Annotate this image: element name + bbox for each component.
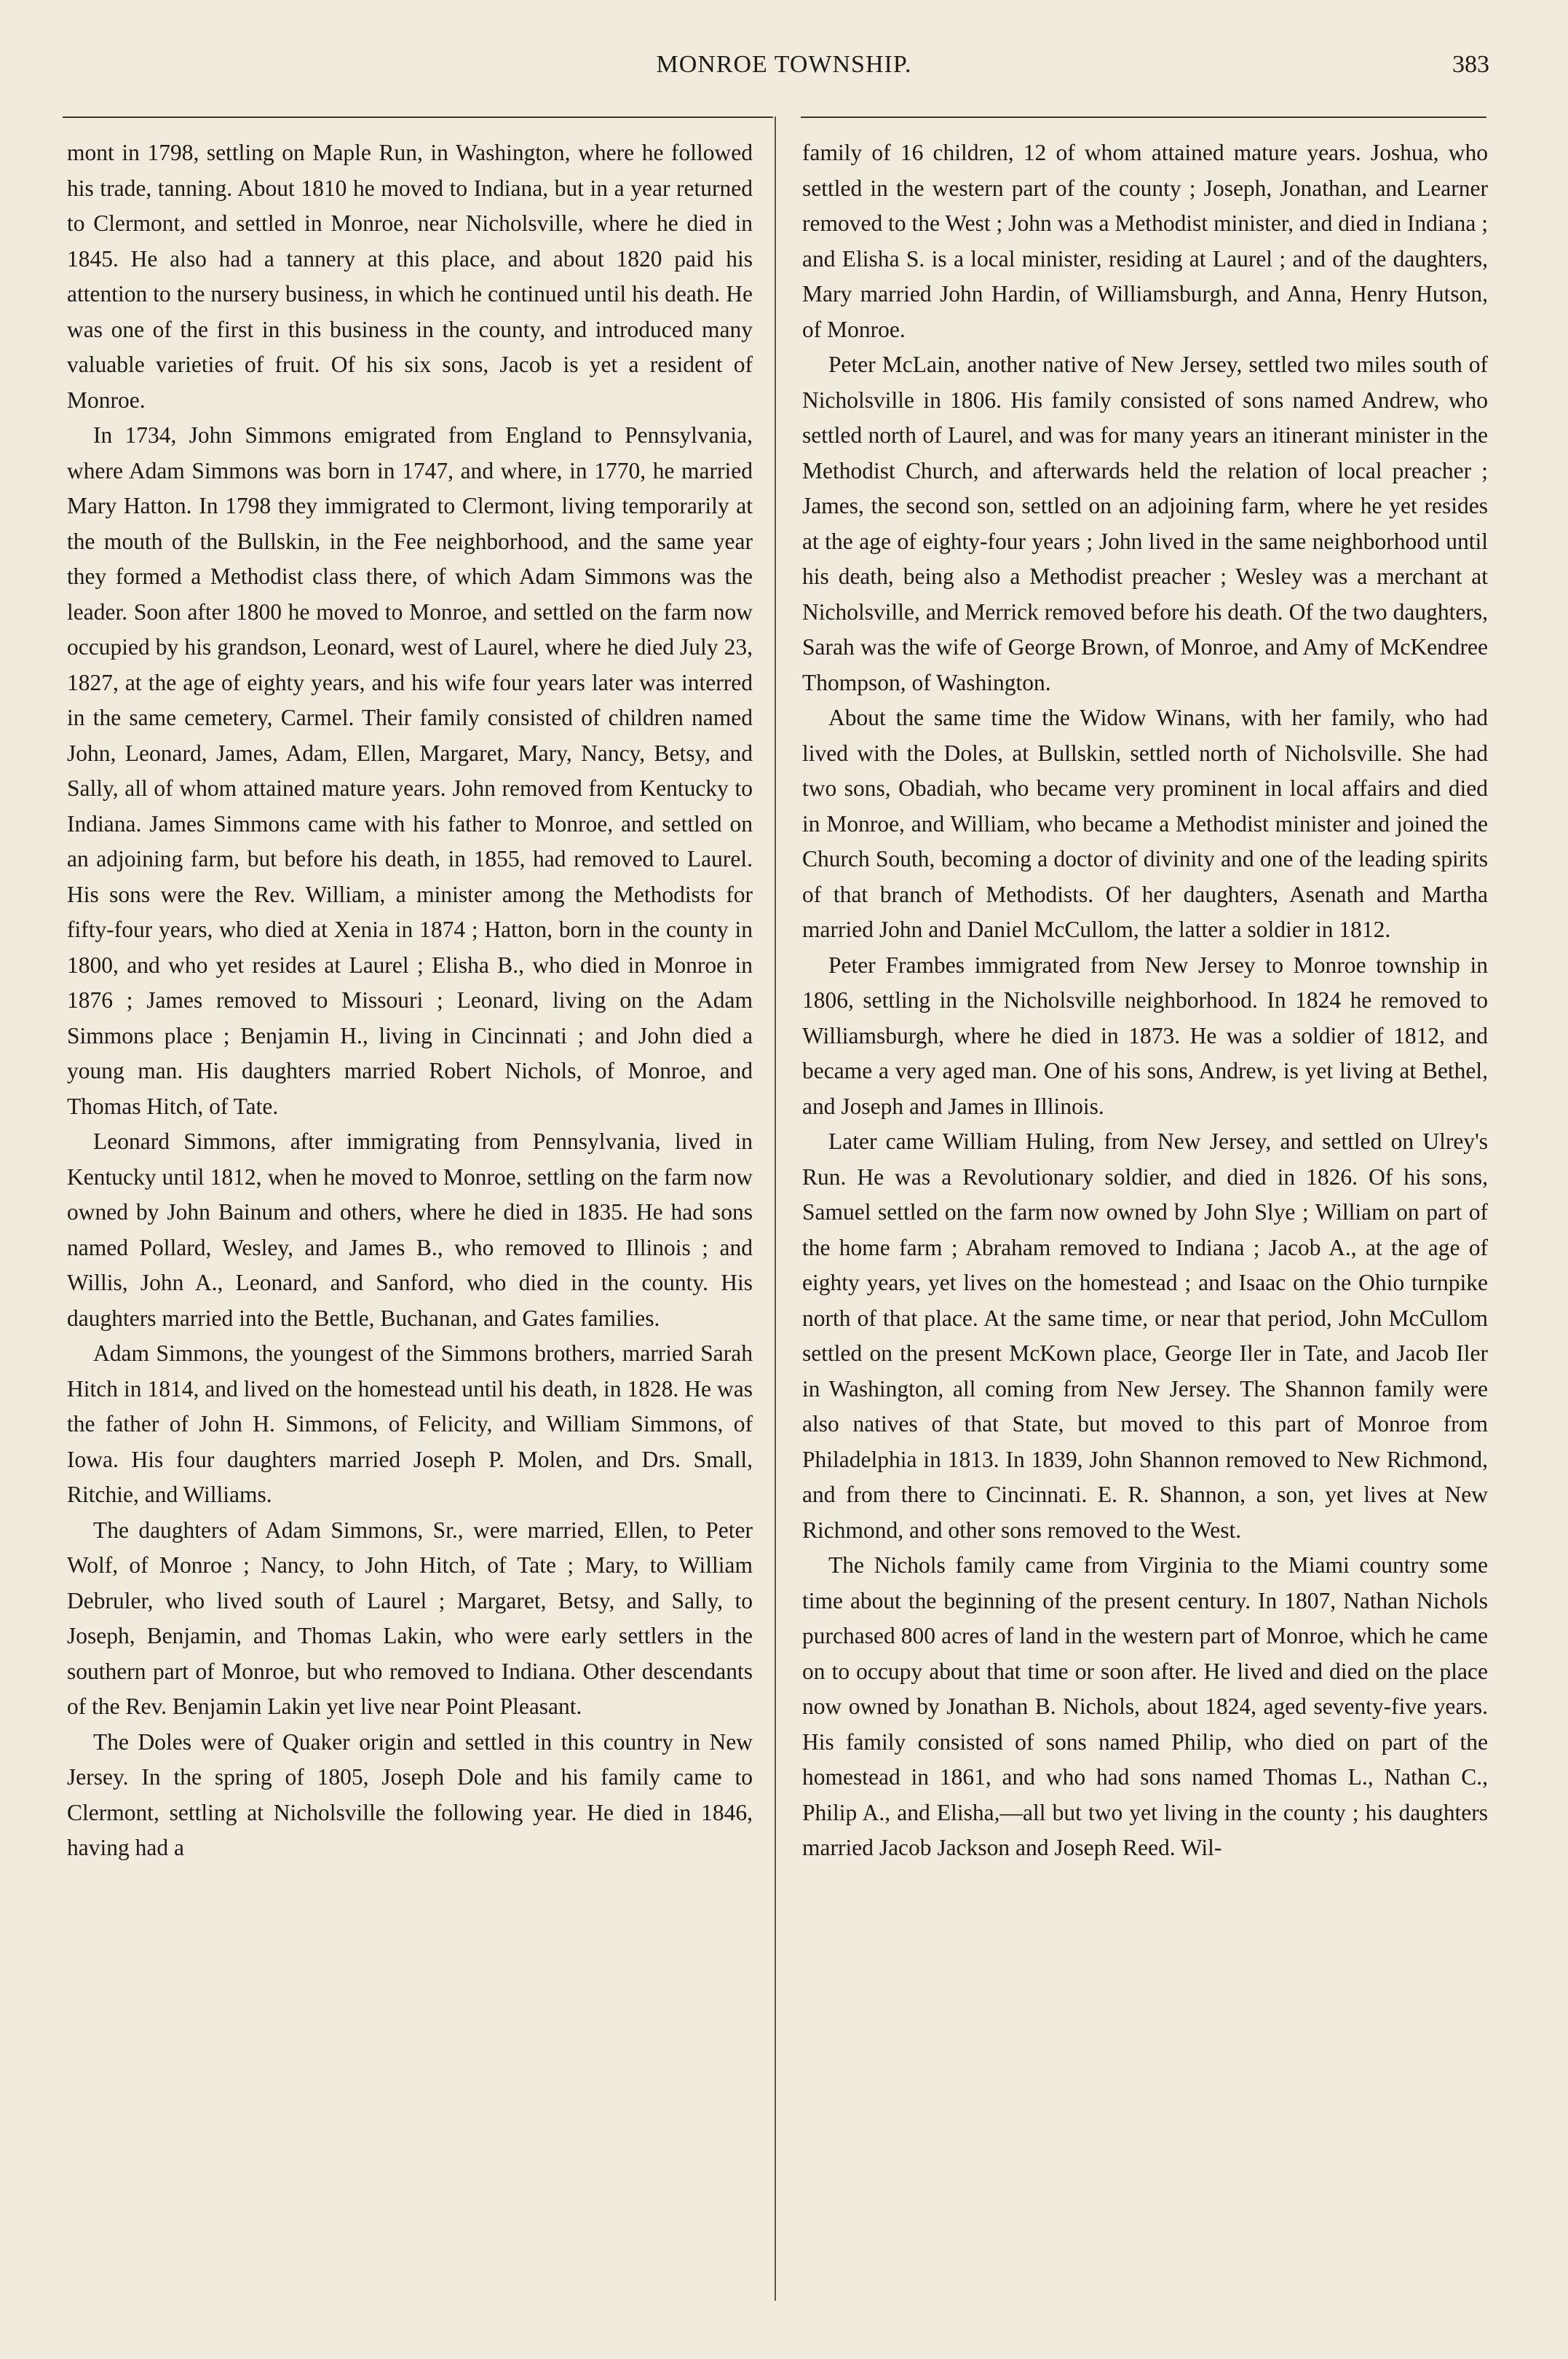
column-divider: [775, 116, 776, 2301]
paragraph: Peter Frambes immigrated from New Jersey to Monroe township in 1806, settling in the Nicholsville neighborhood. In 1824 he removed to Williamsburgh, where he died in 1873. He was a soldier of 1812, and became a very aged man. One of his sons, Andrew, is yet living at Bethel, and Joseph and James in Illinois.: [802, 952, 1488, 1119]
paragraph: Adam Simmons, the youngest of the Simmons brothers, married Sarah Hitch in 1814, and lived on the homestead until his death, in 1828. He was the father of John H. Simmons, of Felicity, and William Simmons, of Iowa. His four daughters married Joseph P. Molen, and Drs. Small, Ritchie, and Williams.: [67, 1340, 753, 1507]
paragraph: The daughters of Adam Simmons, Sr., were married, Ellen, to Peter Wolf, of Monroe ; Nancy, to John Hitch, of Tate ; Mary, to William Debruler, who lived south of Laurel ; Margaret, Betsy, and Sally, to Joseph, Benjamin, and Thomas Lakin, who were early settlers in the southern part of Monroe, but who removed to Indiana. Other descendants of the Rev. Benjamin Lakin yet live near Point Pleasant.: [67, 1517, 753, 1719]
paragraph: family of 16 children, 12 of whom attained mature years. Joshua, who settled in the western part of the county ; Joseph, Jonathan, and Learner removed to the West ; John was a Methodist minister, and died in Indiana ; and Elisha S. is a local minister, residing at Laurel ; and of the daughters, Mary married John Hardin, of Williamsburgh, and Anna, Henry Hutson, of Monroe.: [802, 140, 1488, 342]
paragraph: The Doles were of Quaker origin and settled in this country in New Jersey. In the spring of 1805, Joseph Dole and his family came to Clermont, settling at Nicholsville the following year. He died in 1846, having had a: [67, 1728, 753, 1860]
running-head: [0, 51, 1568, 87]
page-number: 383: [1452, 51, 1489, 78]
paragraph: Leonard Simmons, after immigrating from Pennsylvania, lived in Kentucky until 1812, when he moved to Monroe, settling on the farm now owned by John Bainum and others, where he died in 1835. He had sons named Pollard, Wesley, and James B., who removed to Illinois ; and Willis, John A., Leonard, and Sanford, who died in the county. His daughters married into the Bettle, Buchanan, and Gates families.: [67, 1129, 753, 1331]
paragraph: The Nichols family came from Virginia to the Miami country some time about the beginning of the present century. In 1807, Nathan Nichols purchased 800 acres of land in the western part of Monroe, which he came on to occupy about that time or soon after. He lived and died on the place now owned by Jonathan B. Nichols, about 1824, aged seventy-five years. His family consisted of sons named Philip, who died on part of the homestead in 1861, and who had sons named Thomas L., Nathan C., Philip A., and Elisha,—all but two yet living in the county ; his daughters married Jacob Jackson and Joseph Reed. Wil-: [802, 1552, 1488, 1860]
paragraph: In 1734, John Simmons emigrated from England to Pennsylvania, where Adam Simmons was born in 1747, and where, in 1770, he married Mary Hatton. In 1798 they immigrated to Clermont, living temporarily at the mouth of the Bullskin, in the Fee neighborhood, and the same year they formed a Methodist class there, of which Adam Simmons was the leader. Soon after 1800 he moved to Monroe, and settled on the farm now occupied by his grandson, Leonard, west of Laurel, where he died July 23, 1827, at the age of eighty years, and his wife four years later was interred in the same cemetery, Carmel. Their family consisted of children named John, Leonard, James, Adam, Ellen, Margaret, Mary, Nancy, Betsy, and Sally, all of whom attained mature years. John removed from Kentucky to Indiana. James Simmons came with his father to Monroe, and settled on an adjoining farm, but before his death, in 1855, had removed to Laurel. His sons were the Rev. William, a minister among the Methodists for fifty-four years, who died at Xenia in 1874 ; Hatton, born in the county in 1800, and who yet resides at Laurel ; Elisha B., who died in Monroe in 1876 ; James removed to Missouri ; Leonard, living on the Adam Simmons place ; Benjamin H., living in Cincinnati ; and John died a young man. His daughters married Robert Nichols, of Monroe, and Thomas Hitch, of Tate.: [67, 422, 753, 1119]
right-column: [802, 135, 1488, 1866]
left-column: [67, 135, 753, 1866]
page-title: MONROE TOWNSHIP.: [656, 51, 912, 78]
header-rule-right: [801, 116, 1486, 118]
header-rule-left: [63, 116, 773, 118]
paragraph: About the same time the Widow Winans, with her family, who had lived with the Doles, at Bullskin, settled north of Nicholsville. She had two sons, Obadiah, who became very prominent in local affairs and died in Monroe, and William, who became a Methodist minister and joined the Church South, becoming a doctor of divinity and one of the leading spirits of that branch of Methodists. Of her daughters, Asenath and Martha married John and Daniel McCullom, the latter a soldier in 1812.: [802, 705, 1488, 942]
paragraph: Later came William Huling, from New Jersey, and settled on Ulrey's Run. He was a Revolutionary soldier, and died in 1826. Of his sons, Samuel settled on the farm now owned by John Slye ; William on part of the home farm ; Abraham removed to Indiana ; Jacob A., at the age of eighty years, yet lives on the homestead ; and Isaac on the Ohio turnpike north of that place. At the same time, or near that period, John McCullom settled on the present McKown place, George Iler in Tate, and Jacob Iler in Washington, all coming from New Jersey. The Shannon family were also natives of that State, but moved to this part of Monroe from Philadelphia in 1813. In 1839, John Shannon removed to New Richmond, and from there to Cincinnati. E. R. Shannon, a son, yet lives at New Richmond, and other sons removed to the West.: [802, 1129, 1488, 1543]
paragraph: Peter McLain, another native of New Jersey, settled two miles south of Nicholsville in 1806. His family consisted of sons named Andrew, who settled north of Laurel, and was for many years an itinerant minister in the Methodist Church, and afterwards held the relation of local preacher ; James, the second son, settled on an adjoining farm, where he yet resides at the age of eighty-four years ; John lived in the same neighborhood until his death, being also a Methodist preacher ; Wesley was a merchant at Nicholsville, and Merrick removed before his death. Of the two daughters, Sarah was the wife of George Brown, of Monroe, and Amy of McKendree Thompson, of Washington.: [802, 352, 1488, 695]
paragraph: mont in 1798, settling on Maple Run, in Washington, where he followed his trade, tanning. About 1810 he moved to Indiana, but in a year returned to Clermont, and settled in Monroe, near Nicholsville, where he died in 1845. He also had a tannery at this place, and about 1820 paid his attention to the nursery business, in which he continued until his death. He was one of the first in this business in the county, and introduced many valuable varieties of fruit. Of his six sons, Jacob is yet a resident of Monroe.: [67, 140, 753, 413]
